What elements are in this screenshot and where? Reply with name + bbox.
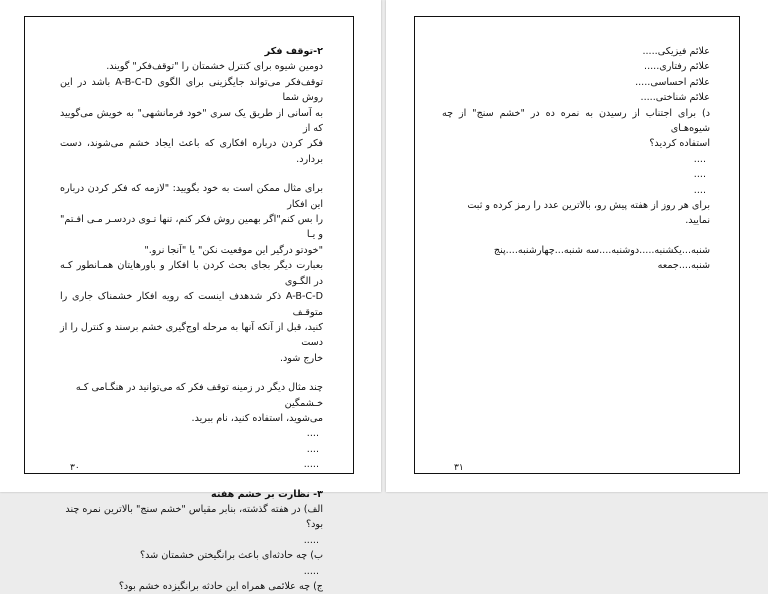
sign-item-physical: علائم فیزیکی.....: [642, 46, 710, 57]
blank-line: ....: [693, 184, 706, 196]
blank-line: ....: [693, 169, 706, 181]
question-d: [442, 106, 710, 152]
text-line: "خودتو درگیر این موقعیت نکن" یا "آنجا نرو.": [144, 244, 323, 256]
text-line: کنید، قبل از آنکه آنها به مرحله اوج‌گیری خشم برسند و کنترل را از دست: [60, 321, 323, 349]
section-heading-thought-stopping: ۲-توقف فکر: [264, 46, 323, 57]
text-line: را بس کنم"اگر بهمین روش فکر کنم، تنها تـوی دردسـر مـی افـتم" و یـا: [60, 214, 323, 241]
blank-line: .....: [303, 565, 319, 577]
page-right-content: [442, 44, 710, 274]
page-number: ۳۱: [454, 463, 464, 473]
blank-line: ....: [306, 428, 319, 440]
paragraph-example: [60, 181, 323, 366]
text-line: استفاده کردید؟: [649, 138, 710, 150]
weekday-list: شنبه...یکشنبه.....دوشنبه....سه شنبه...چهارشنبه....پنج شنبه....جمعه: [493, 244, 710, 272]
text-line: A-B-C-D ذکر شدهدف اینست که رویه افکار خشمناک جاری را متوقـف: [60, 291, 323, 318]
text-line: فکر کردن درباره افکاری که باعث ایجاد خشم می‌شوند، دست بردارد.: [60, 138, 323, 165]
text-line: به آسانی از طریق یک سری "خود فرمانشهی" به خویش می‌گویید که از: [60, 107, 323, 135]
section-heading-weekly-monitoring: ۳- نظارت بر خشم هفته: [211, 488, 323, 500]
text-line: خارج شود.: [279, 352, 323, 364]
question-a: الف) در هفته گذشته، بنابر مقیاس "خشم سنج" بالاترین نمره چند بود؟: [65, 503, 323, 531]
page-left: [0, 0, 381, 592]
question-b: ب) چه حادثه‌ای باعث برانگیختن خشمتان شد؟: [140, 550, 323, 562]
text-line: می‌شوید، استفاده کنید، نام ببرید.: [191, 412, 323, 424]
text-line: د) برای اجتناب از رسیدن به نمره ده در "خشم سنج" از چه شیوه‌هـای: [442, 107, 710, 135]
text-line: دومین شیوه برای کنترل خشمتان را "توقف‌فکر" گویند.: [106, 61, 323, 73]
question-c: ج) چه علائمی همراه این حادثه برانگیزده خشم بود؟: [118, 581, 323, 592]
page-number: ۳۰: [70, 463, 80, 473]
paragraph-more-examples: [60, 380, 323, 426]
text-line: برای مثال ممکن است به خود بگویید: "لازمه که فکر کردن درباره این افکار: [60, 183, 323, 210]
page-right: [386, 0, 768, 492]
sign-item-emotional: علائم احساسی.....: [635, 76, 710, 88]
text-line: بعبارت دیگر بجای بحث کردن با افکار و باورهایتان همـانطور کـه در الگـوی: [60, 260, 323, 287]
blank-line: ....: [693, 153, 706, 165]
sign-item-behavioral: علائم رفتاری.....: [644, 61, 710, 73]
weekly-instruction: برای هر روز از هفته پیش رو، بالاترین عدد را رمز کرده و ثبت نمایید.: [467, 200, 710, 227]
blank-line: .....: [303, 534, 319, 546]
sign-item-cognitive: علائم شناختی.....: [640, 92, 710, 104]
blank-line: ....: [306, 443, 319, 455]
text-line: توقف‌فکر می‌تواند جایگزینی برای الگوی A-B-C-D باشد در این روش شما: [60, 76, 323, 104]
text-line: چند مثال دیگر در زمینه توقف فکر که می‌توانید در هنگـامی کـه خـشمگین: [75, 382, 323, 409]
paragraph-intro: [60, 59, 323, 167]
blank-line: .....: [303, 459, 319, 471]
page-left-content: [60, 44, 323, 594]
